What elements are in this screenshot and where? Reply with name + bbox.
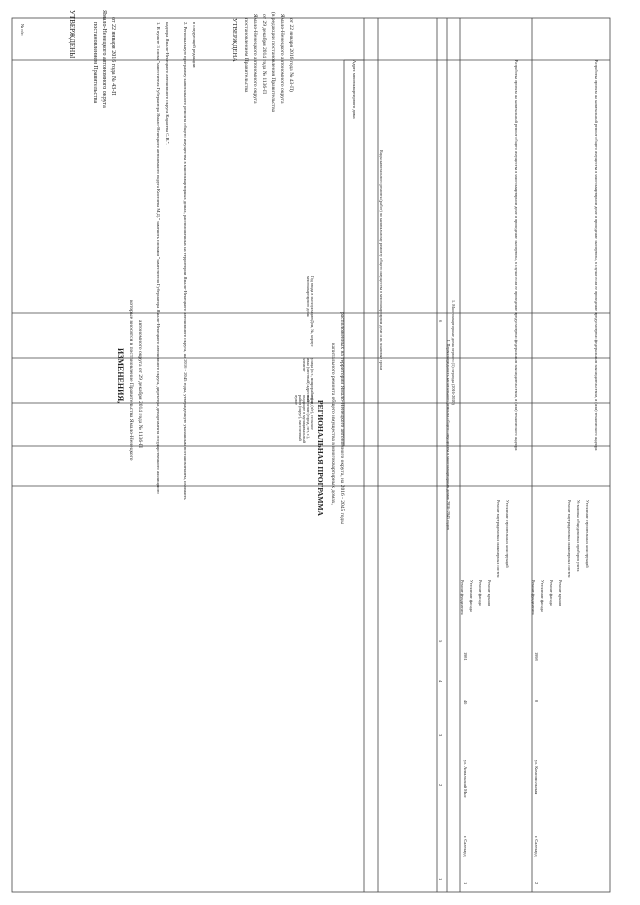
row-1-work-2: Утепление фасада — [469, 580, 474, 612]
header-year: Год ввода в эксплуатацию многоквартирного дома — [306, 276, 315, 321]
row-1-house: 40 — [463, 700, 468, 705]
program-sub1: капитального ремонта общего имущества в многоквартирных домах, — [330, 343, 336, 505]
row-2-work-5: Ремонт внутридомовых инженерных систем — [567, 500, 572, 578]
row-2-year: 1998 — [534, 652, 539, 661]
approval-second-title: УТВЕРЖДЕНА — [231, 18, 238, 62]
row-2-work-3: Ремонт фасада — [549, 580, 554, 606]
row-2-work-1: Ремонт фундамента — [531, 580, 536, 615]
approval-second-line4: (в редакции постановления Правительства — [270, 12, 276, 113]
header-num: № п/п — [20, 24, 25, 36]
row-1-work-1: Ремонт фундамента — [460, 580, 465, 615]
row-2-house: 8 — [534, 700, 539, 703]
row-2-municipality: г. Салехард — [534, 836, 539, 857]
row-2-work-6: Установка общедомовых приборов учета — [576, 500, 581, 572]
row-1-num: 1 — [463, 882, 468, 885]
approval-second-line3: от 29 декабря 2014 года № 1136-П — [261, 14, 267, 94]
changes-sub1: которые вносятся в постановление Правительства Ямало-Ненецкого — [128, 300, 134, 461]
paragraph-1: 1. В пункте 3 слова "заместителя Губернатора Ямало-Ненецкого автономного округа Киселева М.Д." заменить словами "заместителя Губернатора Ямало-Ненецкого автономного округа, директора департамента государственного жилищного — [156, 22, 161, 494]
col-number-1: 1 — [438, 878, 443, 881]
approval-second-line2: Ямало-Ненецкого автономного округа — [252, 14, 258, 104]
paragraph-1-cont: надзора Ямало-Ненецкого автономного округа Карасева С.В.". — [165, 22, 170, 145]
section-title: I. Первоочередность капитального ремонта общего имущества в многоквартирных домах 2016-2045 годов — [446, 340, 451, 530]
header-address-group: Адрес многоквартирного дома — [352, 60, 357, 119]
row-1-work-3: Ремонт фасада — [478, 580, 483, 606]
row-1-work-4: Ремонт крыши — [487, 580, 492, 606]
row-2-work-4: Ремонт крыши — [558, 580, 563, 606]
paragraph-2-cont: в следующей редакции: — [192, 22, 197, 69]
program-sub2: расположенных на территории Ямало-Ненецкого автономного округа, на 2016 - 2045 годы — [339, 312, 345, 524]
row-1-municipality: г. Салехард — [463, 836, 468, 857]
changes-sub2: автономного округа от 29 декабря 2014 года № 1136-П — [137, 320, 143, 448]
period-title: 1. Многоквартирные дома первого (1) периода (2016-2020) — [451, 300, 456, 405]
row-1-year: 1981 — [463, 652, 468, 661]
approval-top-title: УТВЕРЖДЕНЫ — [68, 10, 76, 59]
row-1-work-5: Ремонт внутридомовых инженерных систем — [496, 500, 501, 578]
header-works: Виды капитального ремонта (работ) по капитальному ремонту общего имущества в многоквартирном доме и их плановые сроки — [379, 150, 384, 371]
col-number-3: 3 — [438, 734, 443, 737]
approval-second-line5: Ямало-Ненецкого автономного округа — [279, 14, 285, 104]
approval-top-line3: от 22 января 2016 года № 43-П — [110, 17, 116, 96]
approval-second-line1: постановлением Правительства — [243, 18, 249, 93]
approval-top-line1: постановлением Правительства — [92, 22, 98, 104]
header-street: улица (п.т., микрорайон) и иная (местный) адресный элемент — [302, 358, 315, 403]
row-2-work-7: Утепление строительных конструкций — [585, 500, 590, 568]
row-2-work-2: Утепление фасада — [540, 580, 545, 612]
row-1-work-6: Утепление строительных конструкций — [505, 500, 510, 568]
col-number-6: 6 — [438, 320, 443, 323]
row-2-street: ул. Комсомольская — [534, 760, 539, 795]
paragraph-2: 2. Региональную программу капитального ремонта общего имущества в многоквартирных домах, расположенных на территории Ямало-Ненецкого автономного округа, на 2016 - 2045 годы, утвержденную указанным постановлением, изложить — [183, 22, 188, 500]
row-2-work-8: Разработка проекта на капитальный ремонт общего имущества в многоквартирном доме и проведение экспертизы, в случае если ее проведение предусмотрено федеральным законодательством, и (или) технического надзора — [594, 60, 599, 451]
program-title: РЕГИОНАЛЬНАЯ ПРОГРАММА — [316, 400, 325, 516]
row-1-street: ул. Ангальский Мыс — [463, 760, 468, 798]
row-2-num: 2 — [534, 882, 539, 885]
col-number-2: 2 — [438, 784, 443, 787]
approval-top-line2: Ямало-Ненецкого автономного округа — [101, 10, 107, 108]
col-number-5: 5 — [438, 640, 443, 643]
header-municipality: город (п/т), сельское поселение (город, пгт, с.), входящее в муниципальный район (округ), населенный пункт — [294, 395, 315, 443]
changes-heading: ИЗМЕНЕНИЯ, — [116, 348, 125, 404]
approval-second-line6: от 22 января 2016 года № 43-П) — [288, 18, 294, 92]
col-number-4: 4 — [438, 680, 443, 683]
row-1-work-7: Разработка проекта на капитальный ремонт общего имущества в многоквартирном доме и проведение экспертизы, в случае если ее проведение предусмотрено федеральным законодательством, и (или) технического надзора — [514, 60, 519, 451]
header-house: Дом, №, корпус — [310, 320, 315, 347]
